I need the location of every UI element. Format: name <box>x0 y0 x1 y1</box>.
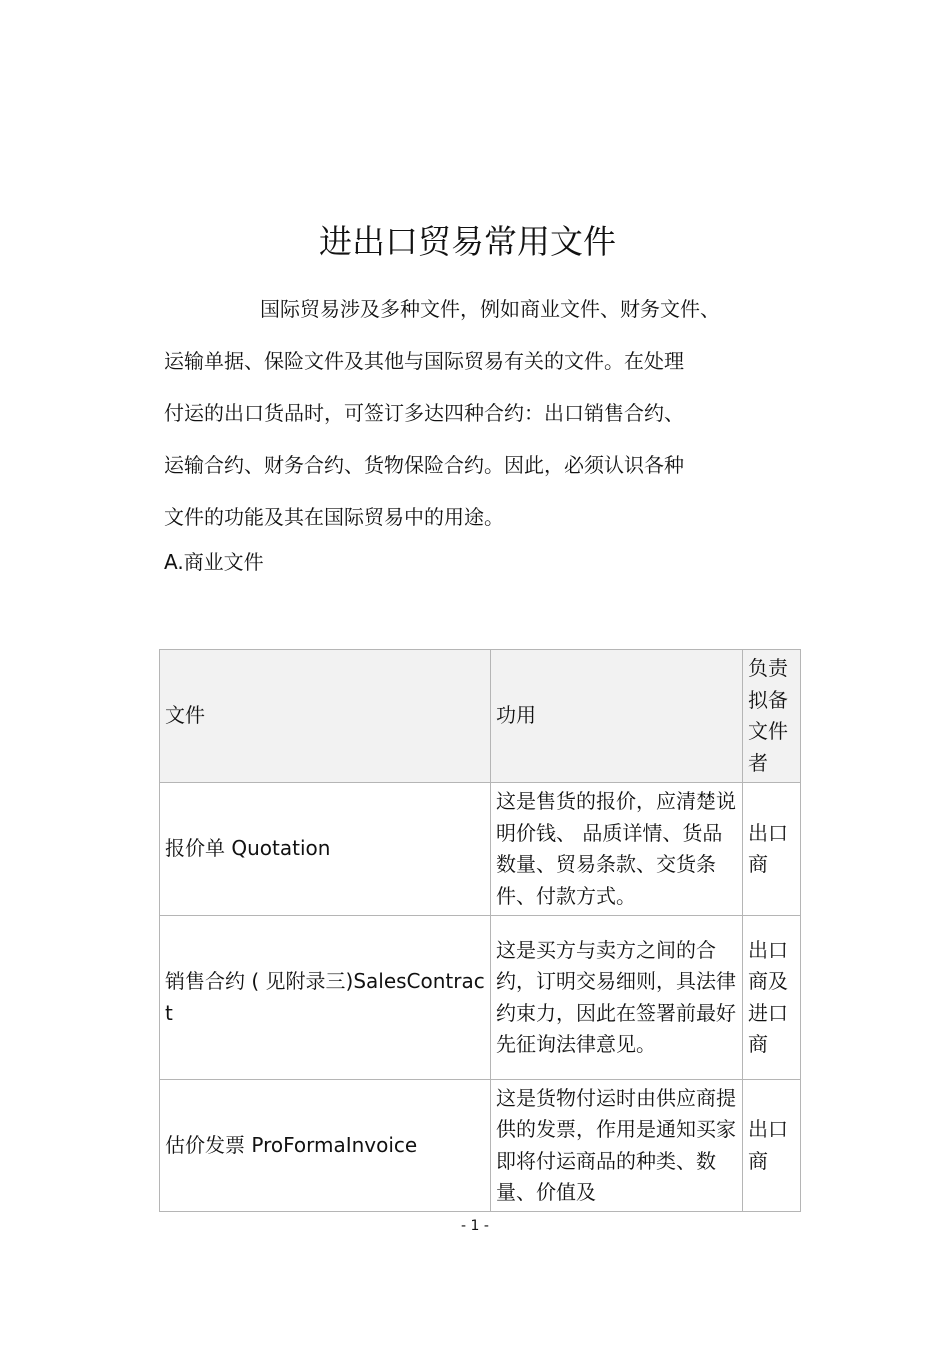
page-number: - 1 - <box>461 1218 489 1234</box>
cell-document: 估价发票 ProFormaInvoice <box>160 1080 491 1212</box>
table-row <box>160 916 801 1080</box>
cell-function: 这是买方与卖方之间的合约，订明交易细则，具法律约束力，因此在签署前最好先征询法律意见。 <box>491 916 743 1080</box>
intro-line: 运输合约、财务合约、货物保险合约。因此，必须认识各种 <box>164 453 684 477</box>
intro-line: 付运的出口货品时，可签订多达四种合约：出口销售合约、 <box>164 401 684 425</box>
header-document: 文件 <box>160 650 491 783</box>
cell-document: 销售合约 ( 见附录三)SalesContract <box>160 916 491 1080</box>
document-title: 进出口贸易常用文件 <box>319 222 616 261</box>
header-preparer: 负责拟备文件者 <box>743 650 801 783</box>
section-heading: A.商业文件 <box>164 550 264 574</box>
cell-preparer: 出口商及进口商 <box>743 916 801 1080</box>
intro-line: 文件的功能及其在国际贸易中的用途。 <box>164 505 504 529</box>
cell-preparer: 出口商 <box>743 1080 801 1212</box>
table-header-row <box>160 650 801 783</box>
cell-function: 这是货物付运时由供应商提供的发票，作用是通知买家即将付运商品的种类、数量、价值及 <box>491 1080 743 1212</box>
intro-line: 运输单据、保险文件及其他与国际贸易有关的文件。在处理 <box>164 349 684 373</box>
table-row <box>160 783 801 916</box>
commercial-documents-table <box>159 649 801 1212</box>
intro-line: 国际贸易涉及多种文件，例如商业文件、财务文件、 <box>260 297 720 321</box>
table-row <box>160 1080 801 1212</box>
cell-document: 报价单 Quotation <box>160 783 491 916</box>
cell-preparer: 出口商 <box>743 783 801 916</box>
intro-paragraph <box>164 283 764 543</box>
cell-function: 这是售货的报价，应清楚说明价钱、 品质详情、货品数量、贸易条款、交货条件、付款方式。 <box>491 783 743 916</box>
header-function: 功用 <box>491 650 743 783</box>
